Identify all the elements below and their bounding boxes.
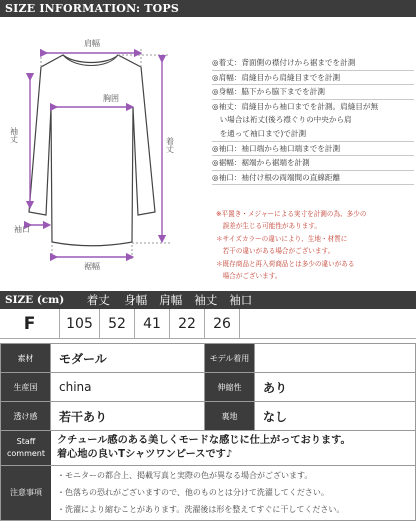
sleeve-label: 袖丈 — [9, 127, 19, 143]
shoulder-label: 肩幅 — [84, 39, 100, 48]
stretch-value: あり — [255, 373, 416, 402]
table-row — [1, 373, 416, 402]
cuff-label: 袖口 — [14, 225, 30, 234]
col-sleeve: 袖丈 — [194, 293, 218, 307]
note-item: ◎袖口：袖口端から袖口端までを計測 — [212, 142, 414, 157]
size-label: SIZE (cm) — [5, 294, 65, 306]
size-row-blank — [240, 309, 416, 338]
caution-line: ＊既存商品と再入荷商品とは多少の違いがある — [216, 259, 355, 268]
size-value-length: 105 — [60, 309, 100, 338]
attention-text: ・モニターの都合上、掲載写真と実際の色が異なる場合がございます。 ・色落ちの恐れがございますので、他のものとは分けて洗濯してください。 ・洗濯により縮むことがあります。洗濯後は形を整えてすぐに干してください。 — [57, 471, 345, 514]
material-label: 素材 — [1, 344, 51, 373]
attention-label: 注意事項 — [1, 466, 51, 520]
note-item: ◎裾幅：裾端から裾端を計測 — [212, 156, 414, 171]
sheer-label: 透け感 — [1, 402, 51, 431]
material-value: モダール — [51, 344, 205, 373]
staff-comment — [0, 431, 416, 466]
note-item: い場合は裄丈(後ろ襟ぐりの中央から肩 — [212, 115, 352, 125]
note-item: ◎袖丈：肩縫目から袖口までを計測。肩縫目が無 — [212, 101, 379, 111]
garment-illustration — [0, 17, 210, 289]
model-value — [255, 344, 416, 373]
size-value-cuff: 26 — [205, 309, 240, 338]
col-shoulder: 肩幅 — [159, 293, 183, 307]
measurement-notes — [212, 56, 414, 185]
caution-notes — [216, 208, 414, 282]
table-row — [1, 402, 416, 431]
size-value-width: 52 — [100, 309, 135, 338]
length-label: 着丈 — [165, 137, 175, 153]
note-item: ◎袖口：袖付け根の両端間の直線距離 — [212, 171, 414, 186]
lining-value: なし — [255, 402, 416, 431]
col-width: 身幅 — [124, 293, 148, 307]
lining-label: 裏地 — [205, 402, 255, 431]
origin-label: 生産国 — [1, 373, 51, 402]
model-label: モデル着用 — [205, 344, 255, 373]
staff-comment-label: Staff comment — [1, 431, 51, 465]
staff-comment-text: クチュール感のある美しくモードな感じに仕上がっております。 着心地の良いTシャツワンピースです♪ — [57, 435, 351, 460]
sheer-value: 若干あり — [51, 402, 205, 431]
size-value-shoulder: 41 — [135, 309, 170, 338]
chest-label: 胸囲 — [103, 94, 119, 103]
caution-line: ※平置き・メジャーによる実寸を計測の為、多少の — [216, 210, 367, 218]
col-cuff: 袖口 — [229, 293, 253, 307]
attention-notes — [0, 466, 416, 521]
hem-label: 裾幅 — [84, 262, 100, 271]
caution-line: 場合がございます。 — [216, 272, 282, 281]
size-table-header — [0, 291, 416, 309]
dress-outline — [29, 55, 155, 246]
size-name: F — [0, 309, 60, 338]
note-item: ◎肩幅：肩縫目から肩縫目までを計測 — [212, 71, 414, 86]
size-row — [0, 309, 416, 339]
size-info-header — [0, 0, 416, 17]
col-length: 着丈 — [86, 293, 110, 307]
note-item: を通って袖口まで)で計測 — [212, 127, 414, 142]
caution-line: ＊サイズカラーの違いにより、生地・材質に — [216, 234, 348, 243]
note-item: ◎身幅：脇下から脇下までを計測 — [212, 85, 414, 100]
size-info-title: SIZE INFORMATION: TOPS — [5, 2, 180, 15]
note-item: ◎着丈：背面側の襟付けから裾までを計測 — [212, 56, 414, 71]
spec-table — [0, 343, 416, 431]
table-row — [1, 344, 416, 373]
origin-value: china — [51, 373, 205, 402]
stretch-label: 伸縮性 — [205, 373, 255, 402]
caution-line: 若干の違いがある場合がございます。 — [216, 247, 335, 256]
size-value-sleeve: 22 — [170, 309, 205, 338]
caution-line: 誤差が生じる可能性があります。 — [216, 222, 321, 231]
